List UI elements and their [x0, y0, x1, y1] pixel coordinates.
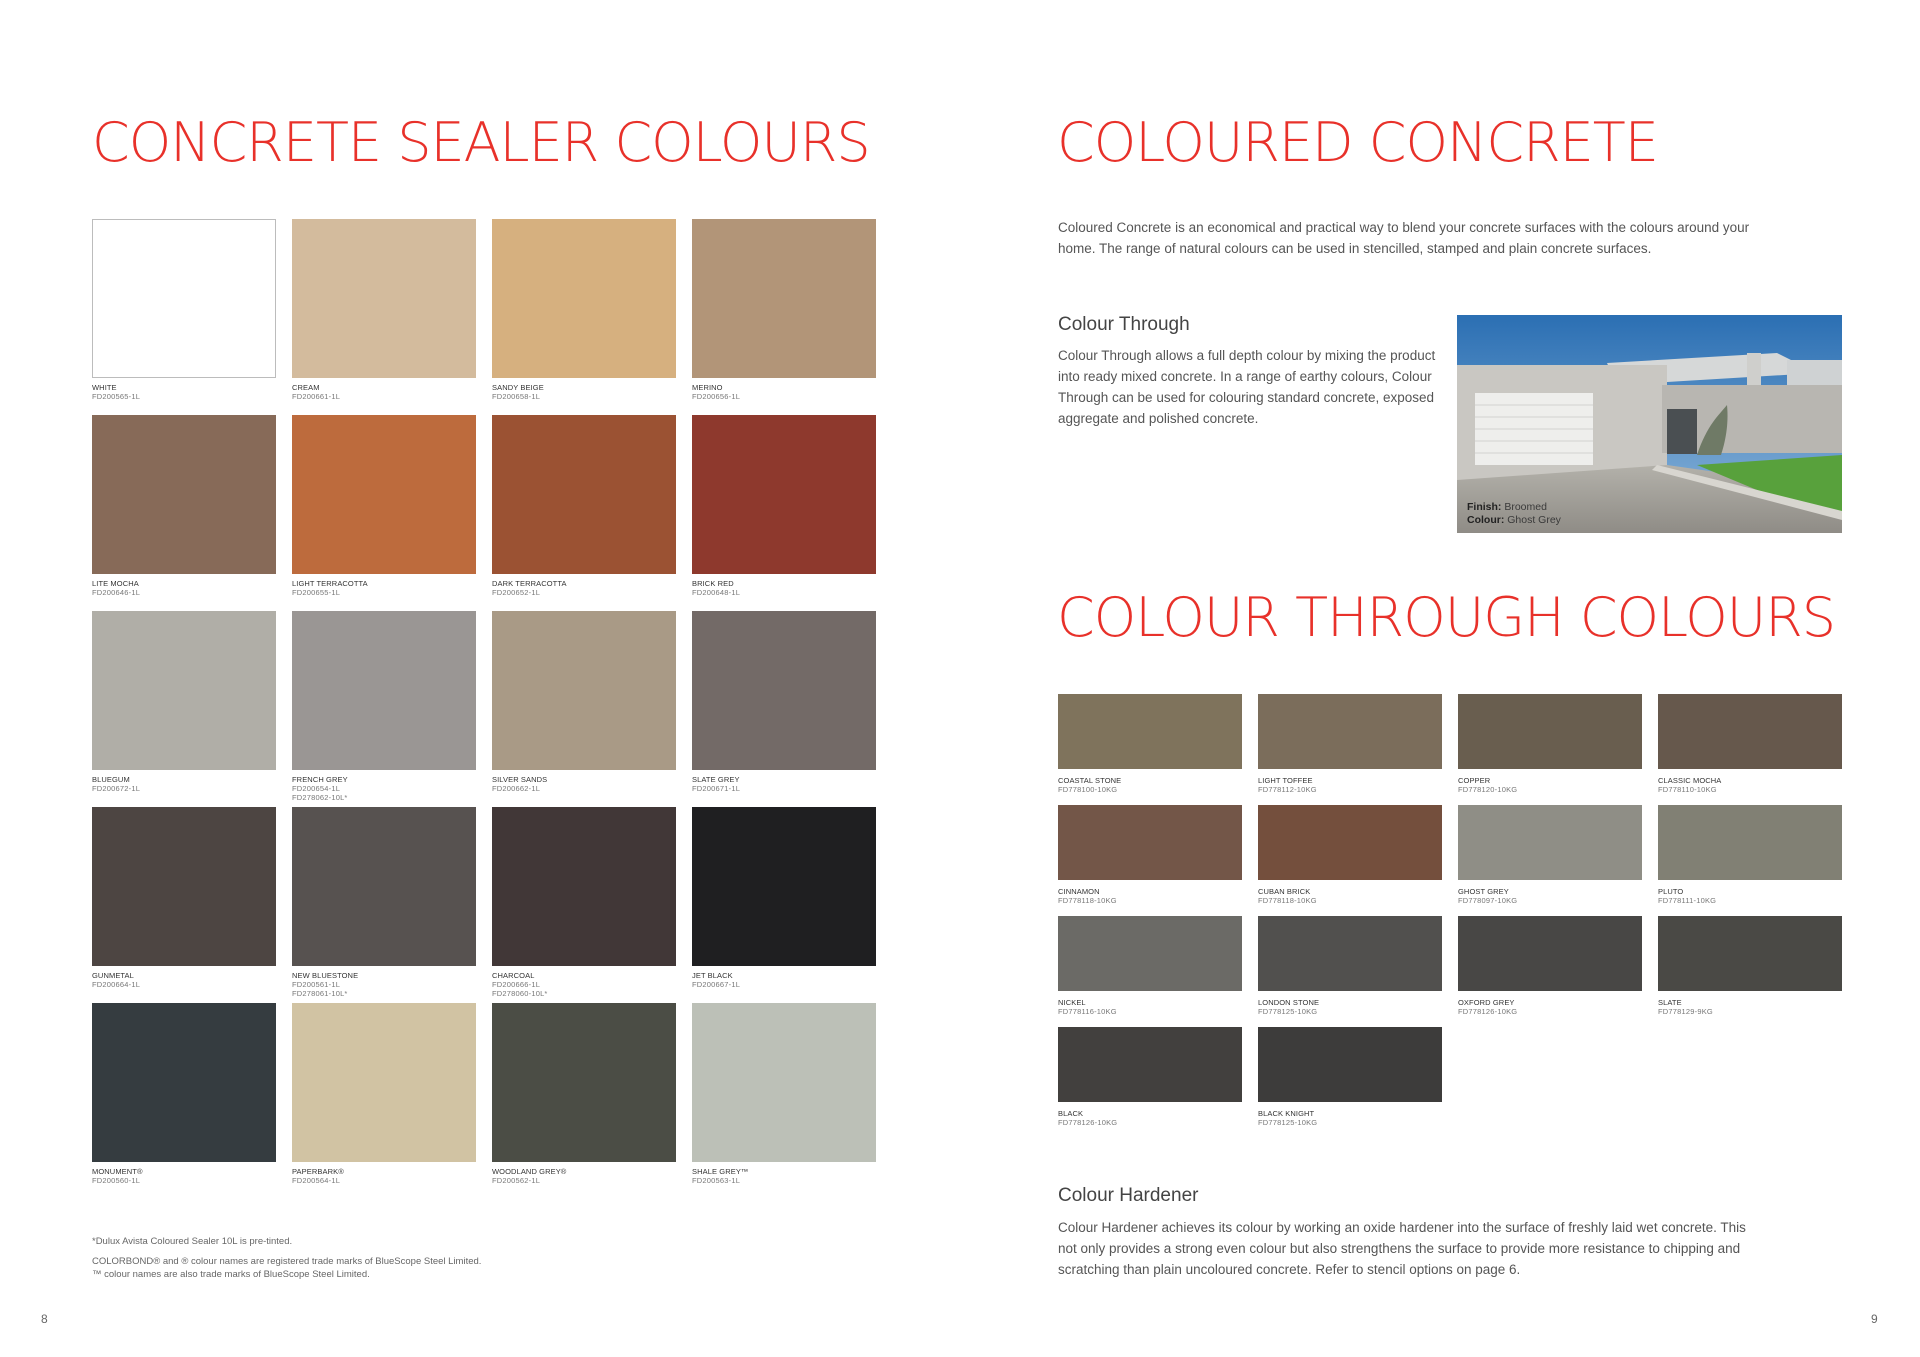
- colour-chip: [1058, 916, 1242, 991]
- colour-name: WHITE: [92, 383, 117, 392]
- product-code: FD200655-1L: [292, 588, 341, 597]
- product-code: FD778126-10KG: [1458, 1007, 1518, 1016]
- page-number: 8: [41, 1312, 48, 1326]
- colour-swatch-item: [692, 415, 876, 611]
- product-code: FD200563-1L: [692, 1176, 741, 1185]
- colour-name: LIGHT TOFFEE: [1258, 776, 1313, 785]
- product-code: FD778118-10KG: [1058, 896, 1117, 905]
- colour-name: BLUEGUM: [92, 775, 130, 784]
- colour-name: FRENCH GREY: [292, 775, 348, 784]
- colour-swatch-item: [492, 415, 676, 611]
- intro-paragraph: Coloured Concrete is an economical and practical way to blend your concrete surfaces with the colours around your home. The range of natural colours can be used in stencilled, stamped and plain concrete surfaces.: [1058, 220, 1750, 256]
- colour-name: COPPER: [1458, 776, 1491, 785]
- colour-name: CHARCOAL: [492, 971, 535, 980]
- product-code: FD778125-10KG: [1258, 1007, 1318, 1016]
- footnote-colorbond: COLORBOND® and ® colour names are registered trade marks of BlueScope Steel Limited.: [92, 1256, 482, 1267]
- colour-chip: [492, 219, 676, 378]
- colour-swatch-item: [492, 1003, 676, 1199]
- colour-name: MERINO: [692, 383, 723, 392]
- colour-swatch-item: [692, 1003, 876, 1199]
- colour-value: Ghost Grey: [1507, 514, 1561, 526]
- product-code: FD200661-1L: [292, 392, 341, 401]
- page-number: 9: [1871, 1312, 1878, 1326]
- colour-swatch-item: [1058, 805, 1242, 916]
- colour-name: CUBAN BRICK: [1258, 887, 1311, 896]
- colour-chip: [92, 219, 276, 378]
- colour-name: SLATE GREY: [692, 775, 740, 784]
- colour-name: CREAM: [292, 383, 320, 392]
- colour-label: Colour:: [1467, 514, 1505, 526]
- product-code: FD200672-1L: [92, 784, 141, 793]
- colour-name: CINNAMON: [1058, 887, 1100, 896]
- colour-swatch-item: [292, 611, 476, 807]
- product-code: FD200667-1L: [692, 980, 741, 989]
- colour-chip: [692, 807, 876, 966]
- colour-name: SANDY BEIGE: [492, 383, 544, 392]
- colour-name: PAPERBARK®: [292, 1167, 344, 1176]
- colour-swatch-item: [1058, 916, 1242, 1027]
- product-code: FD278062-10L*: [292, 793, 348, 802]
- colour-chip: [92, 807, 276, 966]
- colour-swatch-item: [1058, 694, 1242, 805]
- product-code: FD200654-1L: [292, 784, 341, 793]
- colour-name: LONDON STONE: [1258, 998, 1320, 1007]
- product-code: FD778112-10KG: [1258, 785, 1317, 794]
- colour-name: BRICK RED: [692, 579, 734, 588]
- colour-swatch-item: [92, 611, 276, 807]
- colour-name: DARK TERRACOTTA: [492, 579, 567, 588]
- colour-swatch-item: [292, 807, 476, 1003]
- product-code: FD200564-1L: [292, 1176, 341, 1185]
- colour-chip: [1658, 694, 1842, 769]
- product-code: FD200662-1L: [492, 784, 541, 793]
- colour-name: PLUTO: [1658, 887, 1684, 896]
- colour-name: CLASSIC MOCHA: [1658, 776, 1722, 785]
- colour-swatch-item: [1658, 916, 1842, 1027]
- product-code: FD200664-1L: [92, 980, 141, 989]
- colour-swatch-item: [292, 219, 476, 415]
- product-code: FD200646-1L: [92, 588, 141, 597]
- colour-chip: [1058, 694, 1242, 769]
- product-code: FD778116-10KG: [1058, 1007, 1117, 1016]
- colour-swatch-item: [292, 1003, 476, 1199]
- sealer-colours-title: CONCRETE SEALER COLOURS: [92, 111, 870, 174]
- colour-chip: [1458, 694, 1642, 769]
- colour-name: BLACK: [1058, 1109, 1084, 1118]
- product-code: FD200562-1L: [492, 1176, 541, 1185]
- colour-chip: [92, 611, 276, 770]
- colour-name: GUNMETAL: [92, 971, 134, 980]
- sealer-swatch-grid: [92, 219, 876, 1199]
- colour-swatch-item: [692, 807, 876, 1003]
- colour-chip: [92, 415, 276, 574]
- product-code: FD200652-1L: [492, 588, 541, 597]
- product-code: FD200666-1L: [492, 980, 541, 989]
- colour-swatch-item: [92, 1003, 276, 1199]
- colour-name: GHOST GREY: [1458, 887, 1509, 896]
- right-page: [960, 0, 1920, 1357]
- colour-name: OXFORD GREY: [1458, 998, 1515, 1007]
- colour-chip: [92, 1003, 276, 1162]
- colour-swatch-item: [1058, 1027, 1242, 1138]
- product-code: FD778100-10KG: [1058, 785, 1118, 794]
- colour-name: LIGHT TERRACOTTA: [292, 579, 368, 588]
- colour-name: SLATE: [1658, 998, 1682, 1007]
- colour-chip: [492, 807, 676, 966]
- colour-chip: [692, 415, 876, 574]
- colour-swatch-item: [1458, 694, 1642, 805]
- colour-chip: [692, 1003, 876, 1162]
- colour-swatch-item: [492, 611, 676, 807]
- product-code: FD778126-10KG: [1058, 1118, 1118, 1127]
- colour-name: SHALE GREY™: [692, 1167, 749, 1176]
- colour-name: JET BLACK: [692, 971, 733, 980]
- colour-swatch-item: [1458, 916, 1642, 1027]
- product-code: FD778097-10KG: [1458, 896, 1518, 905]
- colour-swatch-item: [692, 219, 876, 415]
- colour-swatch-item: [92, 415, 276, 611]
- colour-through-heading: Colour Through: [1058, 314, 1190, 335]
- colour-hardener-heading: Colour Hardener: [1058, 1185, 1199, 1206]
- product-code: FD200565-1L: [92, 392, 141, 401]
- product-code: FD778111-10KG: [1658, 896, 1717, 905]
- colour-chip: [1658, 805, 1842, 880]
- finish-value: Broomed: [1504, 501, 1547, 513]
- colour-chip: [492, 611, 676, 770]
- colour-chip: [292, 807, 476, 966]
- product-code: FD200671-1L: [692, 784, 741, 793]
- product-code: FD778118-10KG: [1258, 896, 1317, 905]
- colour-chip: [292, 219, 476, 378]
- colour-swatch-item: [92, 219, 276, 415]
- colour-swatch-item: [492, 219, 676, 415]
- colour-name: BLACK KNIGHT: [1258, 1109, 1315, 1118]
- product-code: FD278060-10L*: [492, 989, 548, 998]
- product-code: FD200656-1L: [692, 392, 741, 401]
- driveway-photo: [1457, 315, 1842, 533]
- colour-chip: [1058, 1027, 1242, 1102]
- footnote-pretinted: *Dulux Avista Coloured Sealer 10L is pre-tinted.: [92, 1236, 293, 1247]
- colour-chip: [1058, 805, 1242, 880]
- colour-chip: [292, 611, 476, 770]
- product-code: FD778125-10KG: [1258, 1118, 1318, 1127]
- colour-swatch-item: [1258, 694, 1442, 805]
- colour-name: MONUMENT®: [92, 1167, 143, 1176]
- colour-swatch-item: [92, 807, 276, 1003]
- colour-swatch-item: [1258, 916, 1442, 1027]
- colour-name: NEW BLUESTONE: [292, 971, 359, 980]
- product-code: FD778120-10KG: [1458, 785, 1518, 794]
- product-code: FD778110-10KG: [1658, 785, 1717, 794]
- colour-name: WOODLAND GREY®: [492, 1167, 567, 1176]
- colour-chip: [692, 219, 876, 378]
- colour-chip: [1258, 1027, 1442, 1102]
- colour-hardener-body: Colour Hardener achieves its colour by working an oxide hardener into the surface of freshly laid wet concrete. This not only provides a strong even colour but also strengthens the surface to provide more resistance to chipping and scratching than plain uncoloured concrete. Refer to stencil options on page 6.: [1058, 1220, 1746, 1277]
- colour-name: SILVER SANDS: [492, 775, 548, 784]
- footnote-trademarks: ™ colour names are also trade marks of BlueScope Steel Limited.: [92, 1269, 370, 1280]
- colour-through-colours-title: COLOUR THROUGH COLOURS: [1057, 586, 1836, 649]
- colour-swatch-item: [1658, 694, 1842, 805]
- colour-chip: [1258, 916, 1442, 991]
- colour-chip: [1458, 916, 1642, 991]
- product-code: FD278061-10L*: [292, 989, 348, 998]
- product-code: FD200658-1L: [492, 392, 541, 401]
- product-code: FD200648-1L: [692, 588, 741, 597]
- colour-swatch-item: [1458, 805, 1642, 916]
- finish-label: Finish:: [1467, 501, 1502, 513]
- colour-swatch-item: [1258, 805, 1442, 916]
- colour-swatch-item: [292, 415, 476, 611]
- product-code: FD778129-9KG: [1658, 1007, 1713, 1016]
- coloured-concrete-title: COLOURED CONCRETE: [1057, 111, 1658, 174]
- colour-chip: [1658, 916, 1842, 991]
- colour-chip: [1258, 694, 1442, 769]
- colour-chip: [292, 415, 476, 574]
- colour-chip: [1258, 805, 1442, 880]
- colour-chip: [692, 611, 876, 770]
- colour-name: NICKEL: [1058, 998, 1086, 1007]
- product-code: FD200561-1L: [292, 980, 341, 989]
- colour-swatch-item: [1258, 1027, 1442, 1138]
- colour-swatch-item: [1658, 805, 1842, 916]
- colour-swatch-item: [692, 611, 876, 807]
- colour-chip: [492, 415, 676, 574]
- colour-through-body: Colour Through allows a full depth colour by mixing the product into ready mixed concrete. In a range of earthy colours, Colour Through can be used for colouring standard concrete, exposed aggregate and polished concrete.: [1058, 348, 1436, 426]
- product-code: FD200560-1L: [92, 1176, 141, 1185]
- colour-chip: [492, 1003, 676, 1162]
- photo-caption: [1467, 501, 1561, 527]
- colour-name: COASTAL STONE: [1058, 776, 1122, 785]
- colour-chip: [292, 1003, 476, 1162]
- colour-swatch-item: [492, 807, 676, 1003]
- colour-through-swatch-grid: [1058, 694, 1842, 1138]
- colour-chip: [1458, 805, 1642, 880]
- colour-name: LITE MOCHA: [92, 579, 139, 588]
